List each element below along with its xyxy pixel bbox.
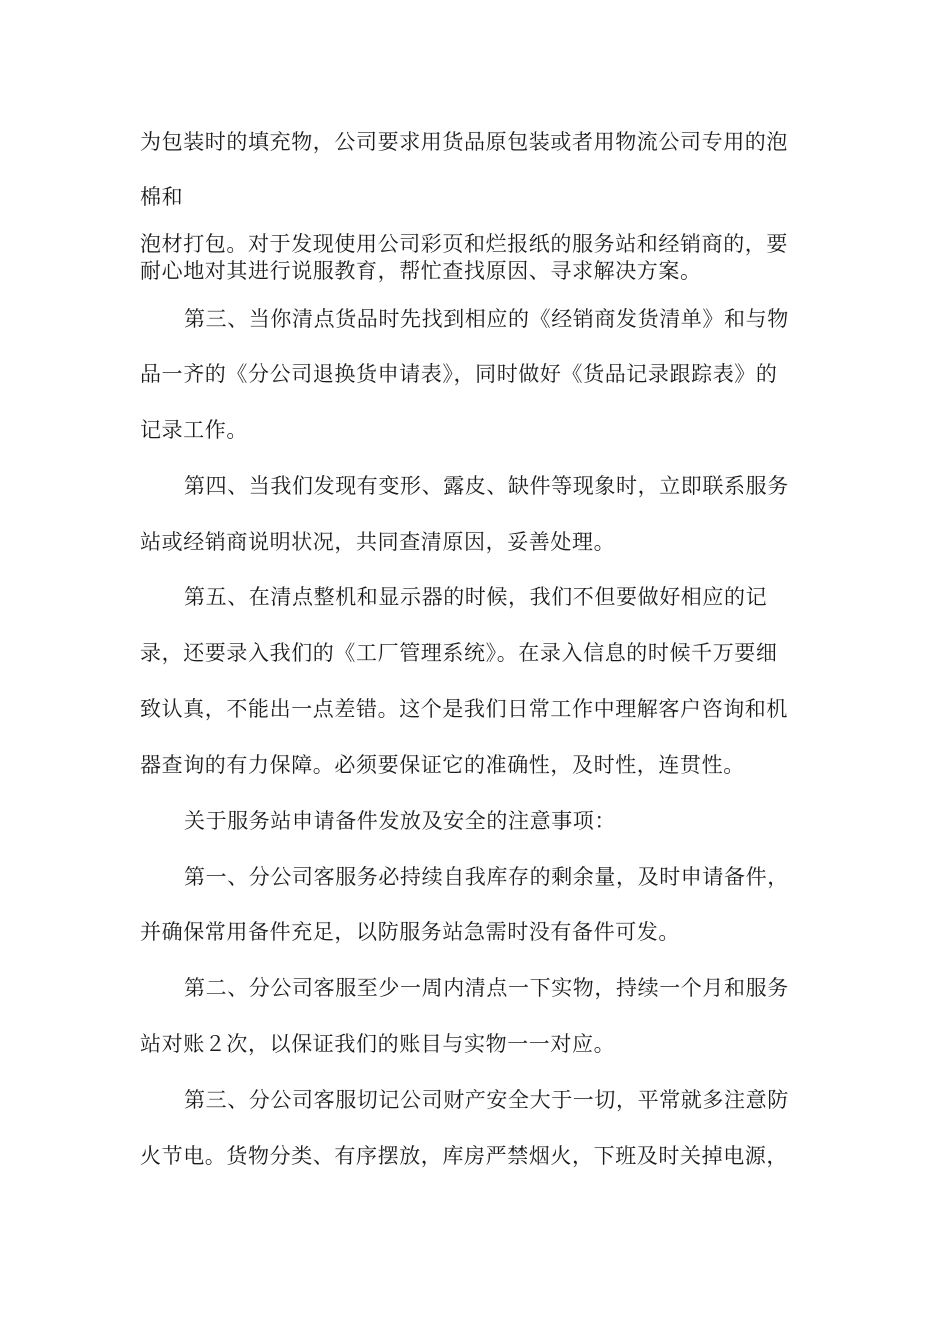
paragraph-start-4: 第一、分公司客服务必持续自我库存的剩余量，及时申请备件， bbox=[184, 865, 789, 889]
text-line-13: 器查询的有力保障。必须要保证它的准确性，及时性，连贯性。 bbox=[140, 753, 745, 777]
text-line-1: 为包装时的填充物，公司要求用货品原包装或者用物流公司专用的泡 bbox=[140, 130, 788, 154]
paragraph-start-6: 第三、分公司客服切记公司财产安全大于一切，平常就多注意防 bbox=[184, 1088, 789, 1112]
text-line-7: 记录工作。 bbox=[140, 418, 248, 442]
text-line-3: 泡材打包。对于发现使用公司彩页和烂报纸的服务站和经销商的，要 bbox=[140, 232, 788, 256]
text-line-20: 火节电。货物分类、有序摆放，库房严禁烟火，下班及时关掉电源， bbox=[140, 1144, 788, 1168]
section-heading: 关于服务站申请备件发放及安全的注意事项： bbox=[184, 809, 616, 833]
paragraph-start-1: 第三、当你清点货品时先找到相应的《经销商发货清单》和与物 bbox=[184, 307, 789, 331]
paragraph-start-3: 第五、在清点整机和显示器的时候，我们不但要做好相应的记 bbox=[184, 585, 768, 609]
text-line-12: 致认真，不能出一点差错。这个是我们日常工作中理解客户咨询和机 bbox=[140, 697, 788, 721]
paragraph-start-5: 第二、分公司客服至少一周内清点一下实物，持续一个月和服务 bbox=[184, 976, 789, 1000]
text-line-6: 品一齐的《分公司退换货申请表》，同时做好《货品记录跟踪表》的 bbox=[140, 362, 778, 386]
paragraph-start-2: 第四、当我们发现有变形、露皮、缺件等现象时，立即联系服务 bbox=[184, 474, 789, 498]
text-line-18: 站对账２次，以保证我们的账目与实物一一对应。 bbox=[140, 1032, 616, 1056]
text-line-11: 录，还要录入我们的《工厂管理系统》。在录入信息的时候千万要细 bbox=[140, 641, 778, 665]
text-line-16: 并确保常用备件充足，以防服务站急需时没有备件可发。 bbox=[140, 920, 680, 944]
text-line-9: 站或经销商说明状况，共同查清原因，妥善处理。 bbox=[140, 530, 616, 554]
text-line-2: 棉和 bbox=[140, 185, 184, 209]
text-line-4: 耐心地对其进行说服教育，帮忙查找原因、寻求解决方案。 bbox=[140, 259, 702, 283]
